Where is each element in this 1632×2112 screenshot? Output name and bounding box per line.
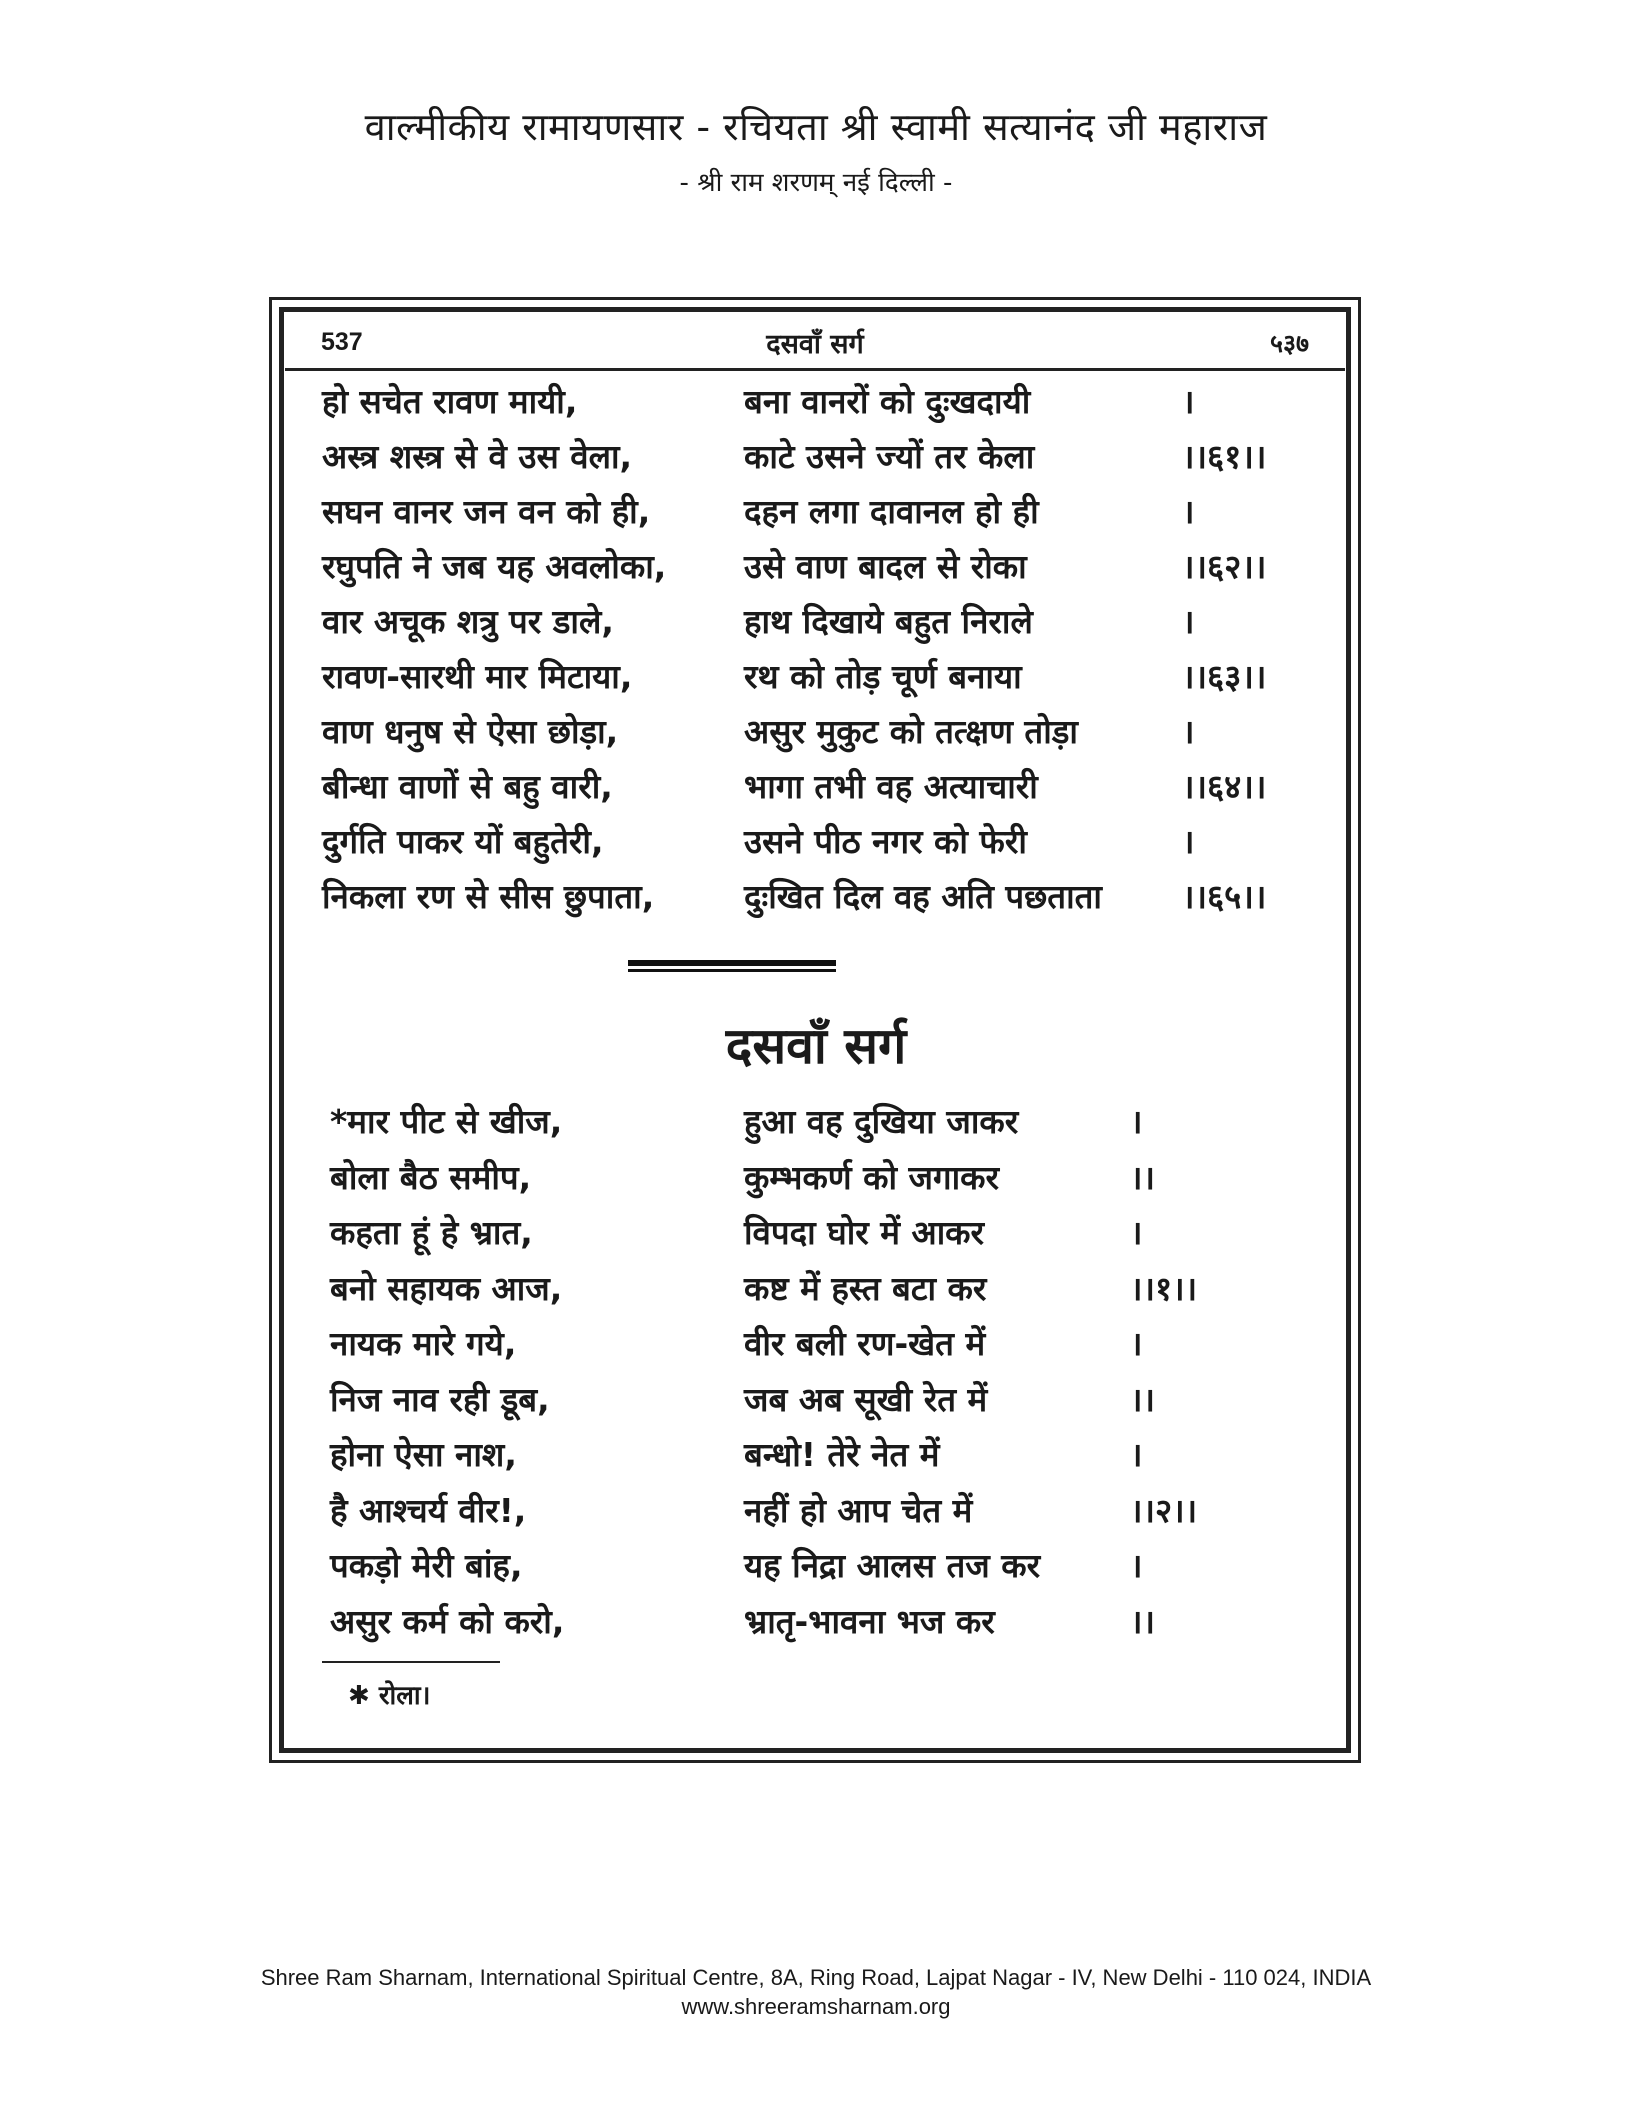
verse-line [330,1095,1320,1149]
verse-number-mark: । [1182,822,1195,861]
verse-first-half: बनो सहायक आज, [330,1268,563,1308]
verse-second-half: भागा तभी वह अत्याचारी [744,767,1038,806]
verse-first-half: नायक मारे गये, [330,1324,517,1363]
verse-second-half: दहन लगा दावानल हो ही [744,492,1039,531]
verse-second-half: भ्रातृ-भावना भज कर [744,1601,995,1641]
page-running-head [285,320,1345,371]
verse-first-half: होना ऐसा नाश, [330,1435,517,1474]
verse-number-mark: । [1182,602,1195,641]
verse-line [330,1206,1320,1260]
section-divider [628,960,836,972]
verse-first-half: निकला रण से सीस छुपाता, [322,877,655,916]
verse-first-half: बीन्धा वाणों से बहु वारी, [322,767,613,806]
verse-number-mark: ।।६५।। [1182,877,1267,916]
verse-first-half: सघन वानर जन वन को ही, [322,492,651,531]
verse-second-half: हुआ वह दुखिया जाकर [744,1102,1019,1141]
verse-second-half: वीर बली रण-खेत में [744,1324,986,1363]
verse-number-mark: । [1130,1435,1143,1474]
footnote-rule [322,1661,500,1663]
verse-line [322,650,1332,704]
verse-first-half: बोला बैठ समीप, [330,1157,532,1197]
verse-line [330,1484,1320,1538]
verse-line [322,485,1332,539]
verse-number-mark: ।। [1130,1379,1156,1419]
verse-number-mark: ।।६१।। [1182,437,1267,476]
verse-second-half: बना वानरों को दुःखदायी [744,382,1031,421]
verse-line [322,870,1332,924]
verse-number-mark: । [1130,1213,1143,1252]
verse-first-half: है आश्चर्य वीर!, [330,1490,527,1530]
page-number-latin: 537 [321,328,363,356]
verse-second-half: कष्ट में हस्त बटा कर [744,1268,987,1308]
verse-line [322,815,1332,869]
verse-second-half: जब अब सूखी रेत में [744,1379,988,1419]
verse-first-half: वार अचूक शत्रु पर डाले, [322,602,614,641]
footer-address: Shree Ram Sharnam, International Spiritual Centre, 8A, Ring Road, Lajpat Nagar - IV, New Delhi - 110 024, INDIA [260,1965,1372,1990]
verse-second-half: उसने पीठ नगर को फेरी [744,822,1027,861]
verse-line [322,375,1332,429]
verse-first-half: दुर्गति पाकर यों बहुतेरी, [322,822,604,861]
running-title: दसवाँ सर्ग [766,329,864,360]
verse-line [330,1317,1320,1371]
verse-number-mark: । [1130,1324,1143,1363]
verse-line [322,705,1332,759]
verse-first-half: *मार पीट से खीज, [330,1102,563,1141]
verse-second-half: बन्धो! तेरे नेत में [744,1435,940,1474]
verse-line [322,430,1332,484]
verse-number-mark: ।।६२।। [1182,547,1267,586]
verse-first-half: वाण धनुष से ऐसा छोड़ा, [322,712,619,751]
verse-second-half: असुर मुकुट को तत्क्षण तोड़ा [744,712,1078,751]
verse-number-mark: । [1182,382,1195,421]
document-header-title: वाल्मीकीय रामायणसार - रचियता श्री स्वामी सत्यानंद जी महाराज [364,105,1268,149]
verse-line [330,1151,1320,1205]
verse-line [330,1539,1320,1593]
verse-second-half: रथ को तोड़ चूर्ण बनाया [744,657,1022,696]
verse-second-half: विपदा घोर में आकर [744,1213,985,1252]
verse-line [330,1262,1320,1316]
page-number-devanagari: ५३७ [1269,329,1309,358]
verse-number-mark: । [1182,492,1195,531]
verse-line [330,1428,1320,1482]
verse-first-half: पकड़ो मेरी बांह, [330,1546,523,1585]
verse-first-half: अस्त्र शस्त्र से वे उस वेला, [322,437,633,476]
verse-second-half: कुम्भकर्ण को जगाकर [744,1157,999,1197]
verse-second-half: दुःखित दिल वह अति पछताता [744,877,1102,916]
verse-number-mark: ।। [1130,1601,1156,1641]
verse-second-half: हाथ दिखाये बहुत निराले [744,602,1033,641]
verse-second-half: यह निद्रा आलस तज कर [744,1546,1041,1585]
verse-number-mark: ।।१।। [1130,1268,1198,1308]
verse-number-mark: ।।६३।। [1182,657,1267,696]
verse-second-half: काटे उसने ज्यों तर केला [744,437,1035,476]
verse-number-mark: । [1130,1546,1143,1585]
verse-first-half: असुर कर्म को करो, [330,1601,565,1641]
footer-website: www.shreeramsharnam.org [681,1994,951,2019]
verse-first-half: हो सचेत रावण मायी, [322,382,578,421]
verse-line [322,540,1332,594]
verse-number-mark: ।।२।। [1130,1490,1198,1530]
verse-number-mark: । [1182,712,1195,751]
verse-first-half: रघुपति ने जब यह अवलोका, [322,547,667,586]
verse-first-half: रावण-सारथी मार मिटाया, [322,657,633,696]
verse-second-half: नहीं हो आप चेत में [744,1490,973,1530]
chapter-heading: दसवाँ सर्ग [725,1017,907,1075]
verse-line [322,760,1332,814]
footnote: ✱ रोला। [348,1681,431,1711]
verse-number-mark: । [1130,1102,1143,1141]
document-header-subtitle: - श्री राम शरणम् नई दिल्ली - [679,168,953,198]
verse-number-mark: ।।६४।। [1182,767,1267,806]
verse-line [330,1373,1320,1427]
verse-first-half: कहता हूं हे भ्रात, [330,1213,533,1252]
verse-line [322,595,1332,649]
verse-first-half: निज नाव रही डूब, [330,1379,550,1419]
verse-number-mark: ।। [1130,1157,1156,1197]
verse-line [330,1595,1320,1649]
verse-second-half: उसे वाण बादल से रोका [744,547,1027,586]
